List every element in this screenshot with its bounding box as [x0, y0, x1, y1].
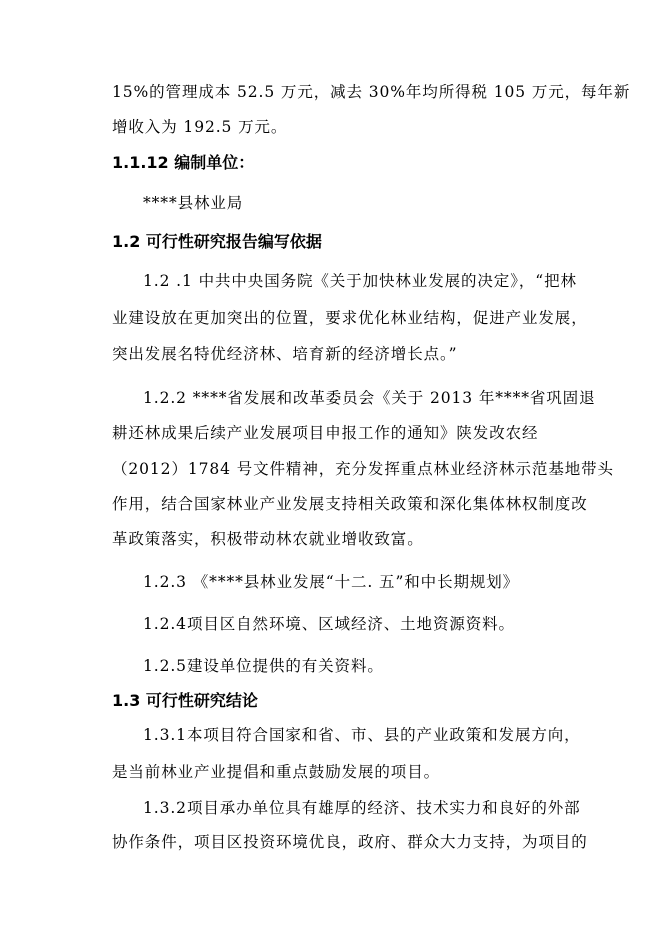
- paragraph-line: 革政策落实，积极带动林农就业增收致富。: [112, 530, 424, 548]
- paragraph-line: 作用，结合国家林业产业发展支持相关政策和深化集体林权制度改: [112, 495, 588, 513]
- paragraph-line: 1.2.5建设单位提供的有关资料。: [143, 657, 384, 675]
- paragraph-line: 耕还林成果后续产业发展项目申报工作的通知》陕发改农经: [112, 424, 539, 442]
- paragraph-line: 15%的管理成本 52.5 万元，减去 30%年均所得税 105 万元，每年新: [112, 83, 631, 101]
- paragraph-line: 1.2.3 《****县林业发展“十二. 五”和中长期规划》: [143, 573, 520, 591]
- paragraph-line: 突出发展名特优经济林、培育新的经济增长点。”: [112, 345, 458, 363]
- paragraph-line: ****县林业局: [143, 194, 244, 212]
- paragraph-line: 业建设放在更加突出的位置，要求优化林业结构，促进产业发展，: [112, 309, 588, 327]
- section-heading-1-3: 1.3 可行性研究结论: [112, 691, 258, 710]
- paragraph-line: 1.2 .1 中共中央国务院《关于加快林业发展的决定》，“把林: [143, 272, 577, 290]
- paragraph-line: 1.3.1本项目符合国家和省、市、县的产业政策和发展方向，: [143, 726, 581, 744]
- paragraph-line: 协作条件，项目区投资环境优良，政府、群众大力支持，为项目的: [112, 833, 588, 851]
- section-heading-1-2: 1.2 可行性研究报告编写依据: [112, 232, 322, 251]
- section-heading-1-1-12: 1.1.12 编制单位：: [112, 153, 255, 172]
- paragraph-line: （2012）1784 号文件精神，充分发挥重点林业经济林示范基地带头: [112, 460, 614, 478]
- paragraph-line: 1.2.4项目区自然环境、区域经济、土地资源资料。: [143, 615, 515, 633]
- paragraph-line: 增收入为 192.5 万元。: [112, 118, 288, 136]
- paragraph-line: 是当前林业产业提倡和重点鼓励发展的项目。: [112, 763, 441, 781]
- paragraph-line: 1.3.2项目承办单位具有雄厚的经济、技术实力和良好的外部: [143, 799, 581, 817]
- paragraph-line: 1.2.2 ****省发展和改革委员会《关于 2013 年****省巩固退: [143, 389, 596, 407]
